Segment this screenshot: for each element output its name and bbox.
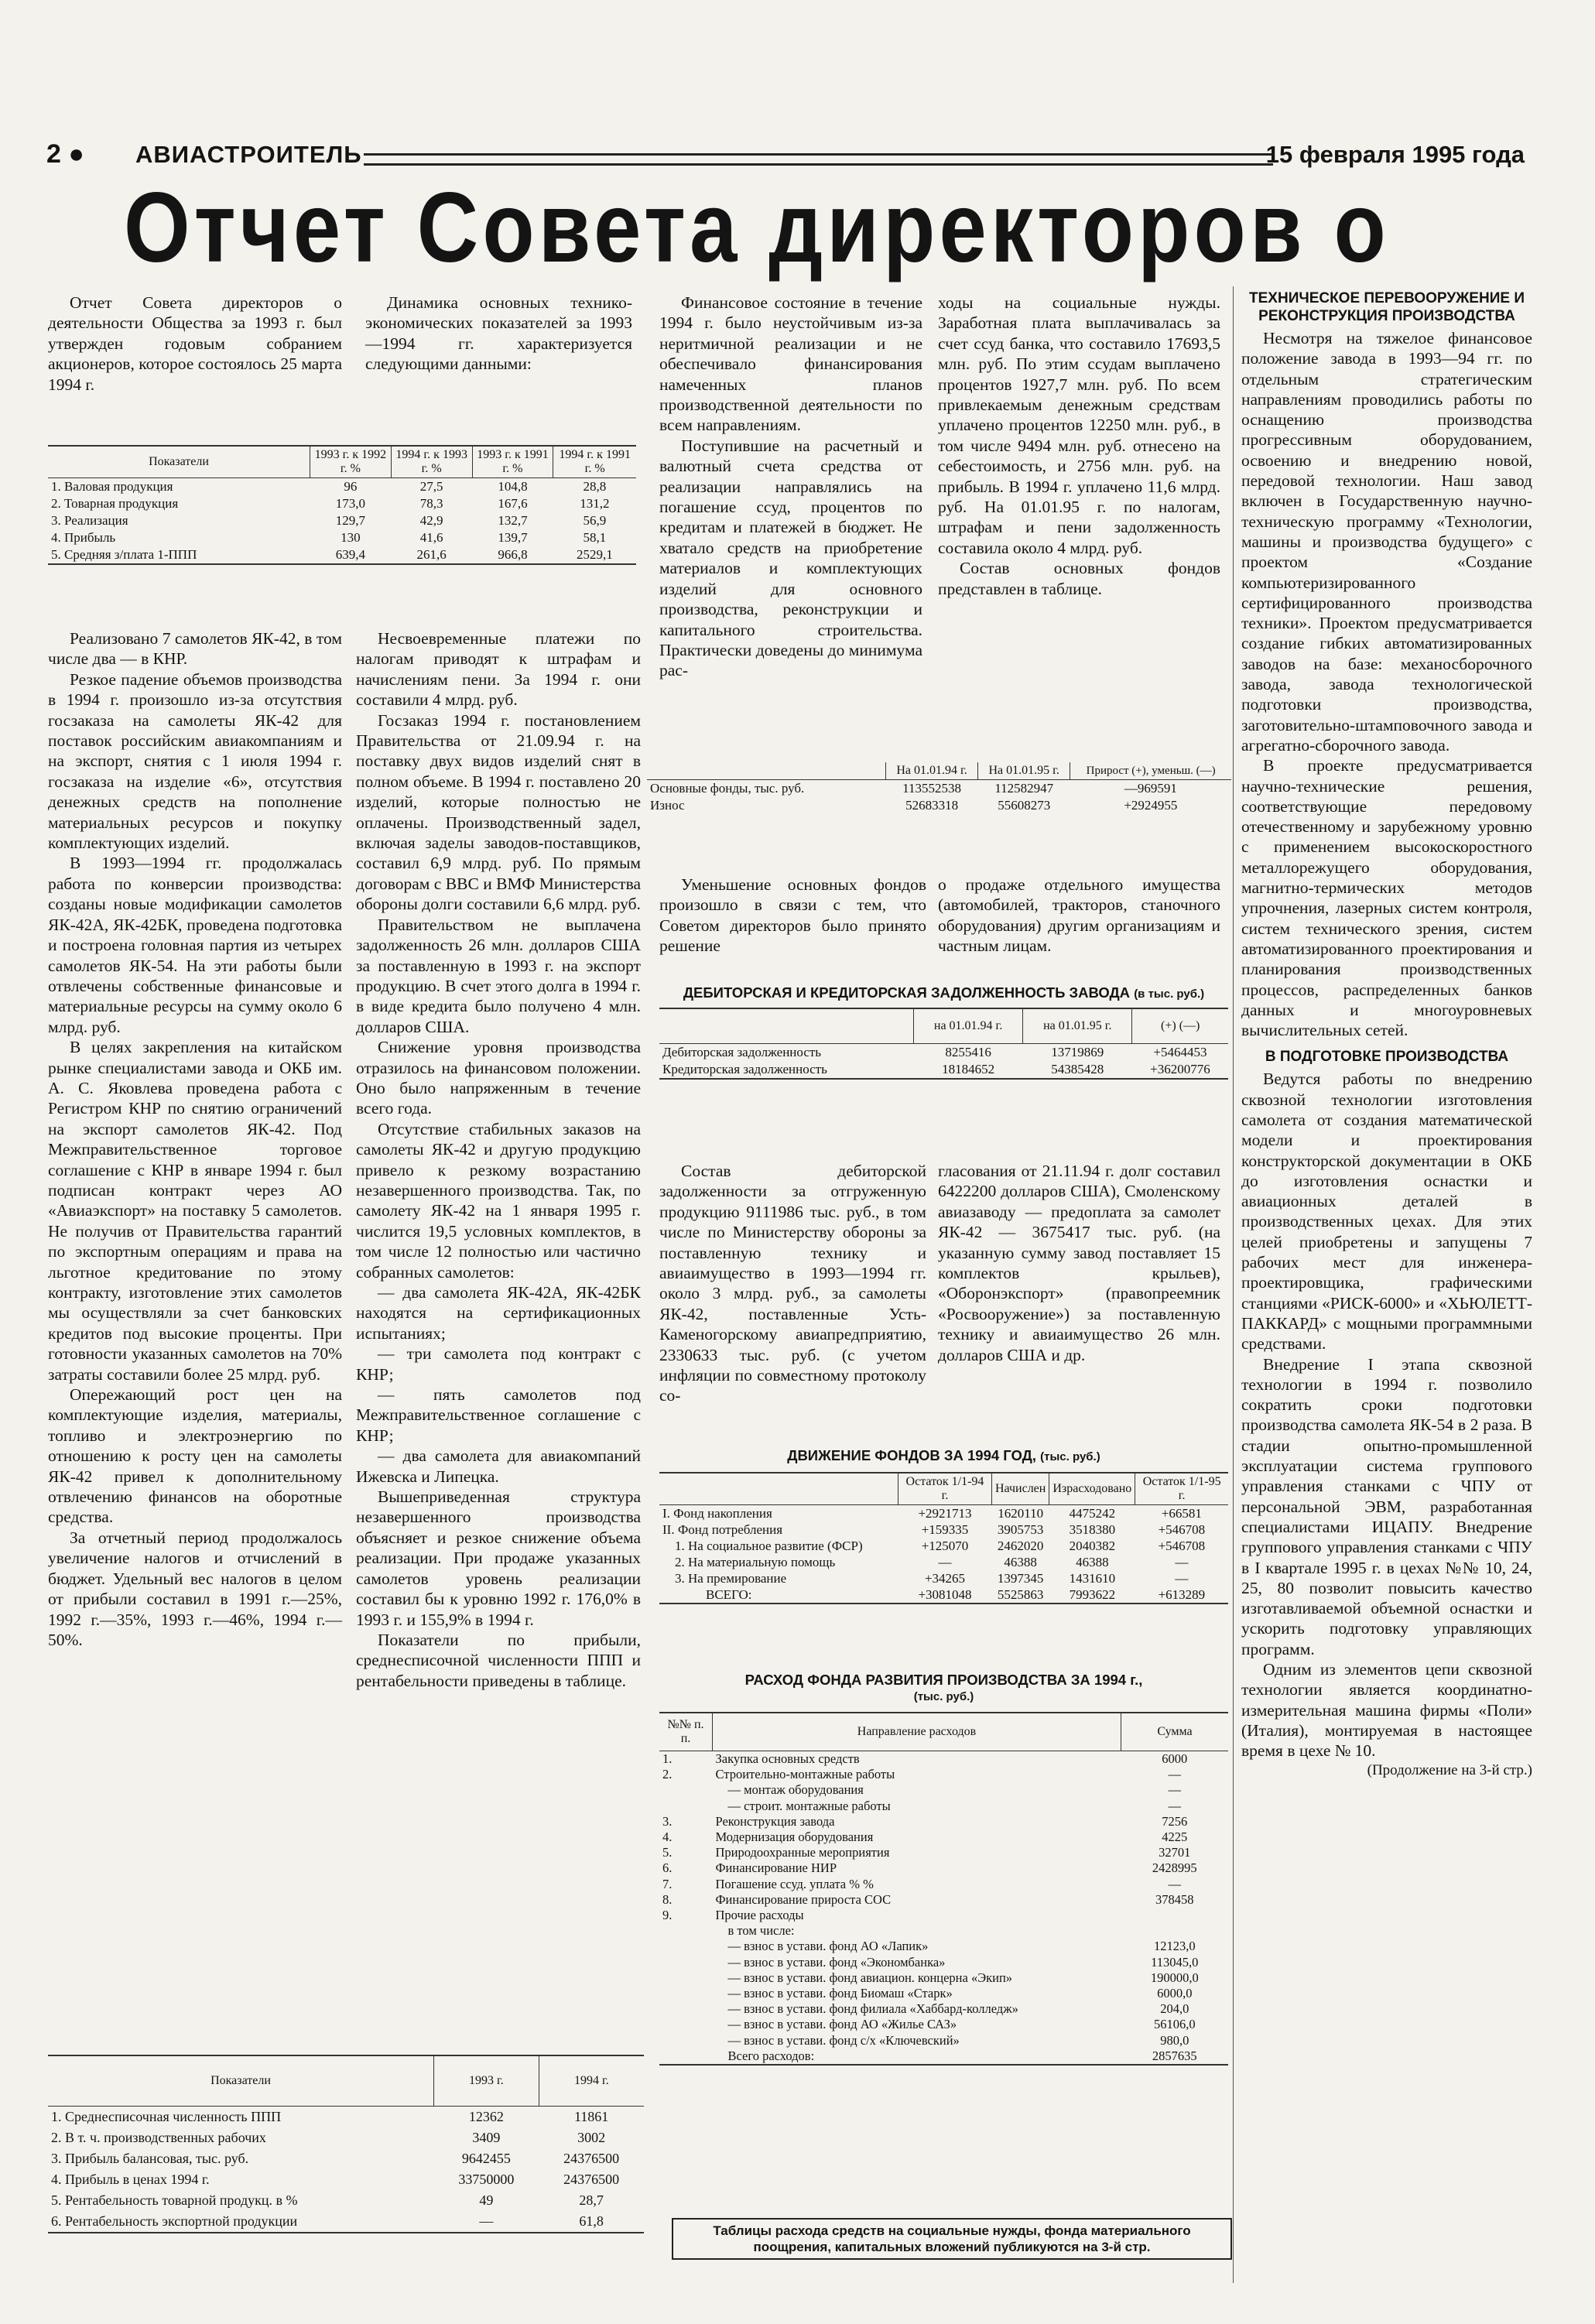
expense-direction: Финансирование НИР bbox=[715, 1860, 837, 1876]
row-number bbox=[659, 2033, 713, 2048]
paragraph: Резкое падение объемов производства в 1994 г. произошло из-за отсутствия госзаказа на самолеты ЯК-42 для поставок российским авиакомпаниям и на экспорт, снятия с 1 июля 1994 г. госзаказа на изделие «6», отсутствия денежных средств на пополнение материальных ресурсов и покупку комплектующих изделий. bbox=[48, 669, 342, 853]
table-row bbox=[659, 1923, 1228, 1939]
column-4-mid bbox=[938, 874, 1220, 957]
table-row bbox=[659, 1845, 1228, 1860]
expense-amount: 6000 bbox=[1162, 1751, 1188, 1766]
table-row bbox=[659, 1955, 1228, 1970]
debt-table bbox=[659, 1008, 1228, 1080]
expense-direction: Строительно-монтажные работы bbox=[715, 1767, 895, 1782]
row-number bbox=[659, 2048, 713, 2065]
debt-table-block bbox=[659, 984, 1228, 1080]
row-number bbox=[659, 2017, 713, 2032]
table-row bbox=[659, 1986, 1228, 2001]
paragraph: Снижение уровня производства отразилось на финансовом положении. Оно было напряженным в течение всего года. bbox=[356, 1038, 641, 1118]
col-header: Начислен bbox=[991, 1473, 1049, 1505]
expense-amount: 190000,0 bbox=[1150, 1970, 1199, 1985]
row-number: 3. bbox=[662, 1813, 673, 1829]
table-row: 1. Среднесписочная численность ППП 12362 11861 bbox=[51, 2109, 609, 2124]
paragraph: Правительством не выплачена задолженность 26 млн. долларов США за поставленную в 1993 г. на экспорт продукцию. В счет этого долга в 1994 г. в виде кредита было получено 4 млн. долларов США. bbox=[356, 915, 641, 1036]
expense-amount: — bbox=[1168, 1798, 1181, 1813]
expense-amount: — bbox=[1168, 1767, 1181, 1782]
paragraph: Уменьшение основных фондов произошло в связи с тем, что Советом директоров было принято решение bbox=[659, 875, 926, 956]
col-header: Остаток 1/1-94 г. bbox=[898, 1473, 992, 1505]
col-header: Израсходовано bbox=[1049, 1473, 1135, 1505]
column-3-mid bbox=[659, 874, 926, 957]
table-row: ВСЕГО: +3081048 5525863 7993622 +613289 bbox=[706, 1587, 1206, 1602]
col-header: Прирост (+), уменьш. (—) bbox=[1070, 762, 1231, 780]
expense-direction: — взнос в устави. фонд с/х «Ключевский» bbox=[727, 2032, 960, 2048]
fund-movement-block bbox=[659, 1447, 1228, 1604]
table-row: 4. Прибыль в ценах 1994 г. 33750000 24376500 bbox=[51, 2172, 620, 2187]
expense-amount bbox=[1121, 1923, 1229, 1939]
col-header: На 01.01.95 г. bbox=[978, 762, 1070, 780]
col-header: на 01.01.95 г. bbox=[1023, 1008, 1132, 1044]
expense-direction: Прочие расходы bbox=[715, 1908, 804, 1923]
headline: Отчет Совета директоров о bbox=[124, 173, 1390, 283]
paragraph: В 1993—1994 гг. продолжалась работа по конверсии производства: созданы новые модификации самолетов ЯК-42А, ЯК-42БК, проведена подготовка и построена головная партия из четырех самолетов ЯК-54. На эти работы были отвлечены собственные финансовые и материальные ресурсы на сумму около 6 млрд. руб. bbox=[48, 854, 342, 1036]
table-row: 3. На премирование +34265 1397345 1431610 — bbox=[675, 1571, 1189, 1586]
table-row: 2. В т. ч. производственных рабочих 3409 3002 bbox=[51, 2130, 606, 2145]
column-5 bbox=[1241, 286, 1532, 1782]
expense-direction: Закупка основных средств bbox=[715, 1751, 860, 1766]
paragraph: Отсутствие стабильных заказов на самолеты ЯК-42 и другую продукцию привело к резкому возрастанию незавершенного производства. Так, по самолету ЯК-42 на 1 января 1995 г. числится 19,5 условных комплектов, в том числе 12 полностью или частично собранных самолетов: bbox=[356, 1119, 641, 1282]
expense-direction: в том числе: bbox=[727, 1923, 795, 1939]
expense-direction: — взнос в устави. фонд «Экономбанка» bbox=[727, 1954, 946, 1970]
expense-amount: 4225 bbox=[1162, 1829, 1188, 1845]
column-3-bottom bbox=[659, 1161, 926, 1406]
indicators-table bbox=[48, 445, 636, 565]
paragraph: Динамика основных технико-экономических показателей за 1993—1994 гг. характеризуется следующими данными: bbox=[365, 293, 632, 374]
col-header: Показатели bbox=[210, 2074, 271, 2087]
col-header: 1994 г. bbox=[539, 2055, 644, 2107]
paragraph: Опережающий рост цен на комплектующие изделия, материалы, топливо и электроэнергию по отношению к росту цен на самолеты ЯК-42 привел к дополнительному отвлечению финансов на оборотные средства. bbox=[48, 1385, 342, 1527]
expense-amount: 56106,0 bbox=[1153, 2017, 1196, 2032]
expenses-block bbox=[659, 1672, 1228, 2066]
expense-direction: Погашение ссуд. уплата % % bbox=[715, 1876, 874, 1891]
row-number bbox=[659, 2001, 713, 2017]
table-row: 6. Рентабельность экспортной продукции — 61,8 bbox=[51, 2213, 604, 2229]
paragraph: Финансовое состояние в течение 1994 г. было неустойчивым из-за неритмичной реализации и не обеспечивало финансирования намеченных планов производственной деятельности по всем направлениям. bbox=[659, 293, 922, 435]
expense-amount: 204,0 bbox=[1160, 2001, 1189, 2017]
expense-amount: 2857635 bbox=[1152, 2048, 1197, 2063]
paragraph: гласования от 21.11.94 г. долг составил 6422200 долларов США), Смоленскому авиазаводу — предоплата за самолет ЯК-42 — 3675417 тыс. руб. (на указанную сумму завод поставляет 15 комплектов крыльев), «Оборонэкспорт» (правопреемник «Росвооружение») за поставленную технику и авиаимущество 26 млн. долларов США и др. bbox=[938, 1162, 1220, 1364]
paragraph: В проекте предусматривается научно-технические решения, соответствующие передовому отечественному и зарубежному уровню с применением высокоскоростного металлорежущего оборудования, магнитно-термических методов упрочнения, лазерных систем контроля, систем технического зрения, систем автоматизированного проектирования и планирования производственных процессов, распределенных банков данных и многоуровневых вычислительных сетей. bbox=[1241, 756, 1532, 1040]
table-row: 2. Товарная продукция 173,0 78,3 167,6 131,2 bbox=[51, 496, 610, 511]
col-header bbox=[659, 1473, 898, 1505]
fund-movement-title: ДВИЖЕНИЕ ФОНДОВ ЗА 1994 ГОД, (тыс. руб.) bbox=[787, 1447, 1100, 1463]
col-header: 1993 г. bbox=[434, 2055, 539, 2107]
row-number: 1. bbox=[662, 1751, 673, 1766]
table-row bbox=[659, 1767, 1228, 1782]
table-row: Основные фонды, тыс. руб. 113552538 112582947 —969591 bbox=[650, 781, 1177, 796]
table-row: 3. Прибыль балансовая, тыс. руб. 9642455 24376500 bbox=[51, 2151, 620, 2166]
paragraph: Вышеприведенная структура незавершенного производства объясняет и резкое снижение объема реализации. При продаже указанных самолетов уровень реализации составил бы к уровню 1992 г. 176,0% в 1993 г. и 155,9% в 1994 г. bbox=[356, 1487, 641, 1629]
table-row bbox=[659, 1799, 1228, 1814]
col-header: (+) (—) bbox=[1132, 1008, 1228, 1044]
table-row: 5. Рентабельность товарной продукц. в % 49 28,7 bbox=[51, 2192, 604, 2208]
expense-amount: 980,0 bbox=[1160, 2032, 1189, 2048]
fund-movement-table bbox=[659, 1472, 1228, 1604]
table-row bbox=[659, 2033, 1228, 2048]
col-header: Остаток 1/1-95 г. bbox=[1135, 1473, 1228, 1505]
row-number: 5. bbox=[662, 1845, 673, 1860]
row-number bbox=[659, 1970, 713, 1986]
row-number: 4. bbox=[662, 1829, 673, 1845]
expense-amount: 6000,0 bbox=[1157, 1986, 1193, 2001]
column-divider bbox=[1233, 286, 1234, 2283]
paragraph: — два самолета ЯК-42А, ЯК-42БК находятся на сертификационных испытаниях; bbox=[356, 1283, 641, 1343]
expense-direction: Природоохранные мероприятия bbox=[715, 1845, 890, 1860]
row-number bbox=[659, 1782, 713, 1798]
col-header bbox=[647, 762, 886, 780]
column-4-top bbox=[938, 293, 1220, 599]
col-header: 1994 г. к 1991 г. % bbox=[553, 446, 636, 478]
col-header: Направление расходов bbox=[713, 1713, 1121, 1751]
paragraph: о продаже отдельного имущества (автомобилей, тракторов, станочного оборудования) другим организациям и частным лицам. bbox=[938, 875, 1220, 956]
col-header: Показатели bbox=[149, 455, 209, 468]
col-header: на 01.01.94 г. bbox=[914, 1008, 1023, 1044]
table-row bbox=[659, 1877, 1228, 1892]
paragraph: Внедрение I этапа сквозной технологии в 1994 г. позволило сократить сроки подготовки производства самолета ЯК-54 в 2 раза. В стадии опытно-промышленной эксплуатации система группового управления станками с ЧПУ от персональной ЭВМ, разработанная специалистами ИЦАПУ. Внедрение группового управления станками с ЧПУ в I квартале 1995 г. в цехах №№ 10, 24, 25, 80 позволит повысить качество изготавливаемой объемной оснастки и ускорить подготовку управляющих программ. bbox=[1241, 1354, 1532, 1658]
col-header: Сумма bbox=[1121, 1713, 1229, 1751]
page-number: 2 ● bbox=[46, 139, 84, 169]
table-row bbox=[659, 2001, 1228, 2017]
expense-amount: — bbox=[1168, 1876, 1181, 1891]
table-row bbox=[659, 1970, 1228, 1986]
table-row bbox=[659, 1892, 1228, 1908]
expense-direction: Финансирование прироста СОС bbox=[715, 1891, 892, 1907]
table-row bbox=[659, 1751, 1228, 1768]
paragraph: ходы на социальные нужды. Заработная плата выплачивалась за счет ссуд банка, что составило 17693,5 млн. руб. По этим ссудам выплачено процентов 1927,7 млн. руб. По всем привлекаемым денежным средствам уплачено процентов 12250 млн. руб., в том числе 9494 млн. руб. отнесено на себестоимость, и 2756 млн. руб. на прибыль. В 1994 г. уплачено 11,6 млрд. руб. На 01.01.95 г. по налогам, штрафам и пени задолженность составила около 4 млрд. руб. bbox=[938, 293, 1220, 557]
expense-amount: 32701 bbox=[1159, 1845, 1191, 1860]
paragraph: — два самолета для авиакомпаний Ижевска и Липецка. bbox=[356, 1446, 641, 1486]
col-header bbox=[659, 1008, 914, 1044]
row-number: 9. bbox=[662, 1908, 673, 1923]
row-number: 2. bbox=[662, 1767, 673, 1782]
table-row: 5. Средняя з/плата 1-ППП 639,4 261,6 966,8 2529,1 bbox=[51, 547, 613, 562]
table-row bbox=[659, 1939, 1228, 1954]
paragraph: В целях закрепления на китайском рынке специалистами завода и ОКБ им. А. С. Яковлева проведена работа с Регистром КНР по снятию ограничений на экспорт самолетов ЯК-42. Под Межправительственное торговое соглашение с КНР в январе 1994 г. был подписан контракт через АО «Авиаэкспорт» на поставку 5 самолетов. Не получив от Правительства гарантий по экспортным операциям и права на льготное кредитование по этому контракту, изготовление этих самолетов мы осуществляли за счет банковских кредитов под высокие проценты. При готовности указанных самолетов на 70% затраты составили более 25 млрд. руб. bbox=[48, 1038, 342, 1384]
paragraph: — три самолета под контракт с КНР; bbox=[356, 1344, 641, 1384]
expense-amount: 12123,0 bbox=[1153, 1939, 1196, 1954]
paragraph: Несвоевременные платежи по налогам приводят к штрафам и начислениям пени. За 1994 г. они составили 4 млрд. руб. bbox=[356, 629, 641, 710]
paragraph: Поступившие на расчетный и валютный счета средства от реализации направлялись на погашение ссуд, процентов по кредитам и платежей в бюджет. Не хватало средств на приобретение материалов и комплектующих изделий для основного производства, реконструкции и капитального строительства. Практически доведены до минимума рас- bbox=[659, 436, 922, 680]
publication-name: АВИАСТРОИТЕЛЬ bbox=[135, 141, 362, 168]
section-heading: В ПОДГОТОВКЕ ПРОИЗВОДСТВА bbox=[1265, 1049, 1509, 1066]
paragraph: Отчет Совета директоров о деятельности Общества за 1993 г. был утвержден годовым собранием акционеров, которое состоялось 25 марта 1994 г. bbox=[48, 293, 342, 394]
expenses-subtitle: (тыс. руб.) bbox=[913, 1690, 974, 1703]
table-row: Дебиторская задолженность 8255416 13719869 +5464453 bbox=[662, 1045, 1207, 1059]
table-row: 3. Реализация 129,7 42,9 132,7 56,9 bbox=[51, 513, 607, 528]
row-number: 6. bbox=[662, 1860, 673, 1876]
expense-amount bbox=[1121, 1908, 1229, 1923]
column-4-bottom bbox=[938, 1161, 1220, 1365]
expense-amount: 113045,0 bbox=[1151, 1954, 1199, 1970]
expense-direction: — взнос в устави. фонд авиацион. концерна «Экип» bbox=[727, 1970, 1013, 1985]
col-header: 1994 г. к 1993 г. % bbox=[391, 446, 472, 478]
table-row bbox=[659, 1908, 1228, 1923]
expense-direction: — монтаж оборудования bbox=[727, 1782, 864, 1798]
profit-table bbox=[48, 2055, 644, 2233]
table-row bbox=[659, 2017, 1228, 2032]
expense-direction: — строит. монтажные работы bbox=[727, 1798, 891, 1813]
expenses-title: РАСХОД ФОНДА РАЗВИТИЯ ПРОИЗВОДСТВА ЗА 1994 г., bbox=[744, 1672, 1143, 1688]
paragraph: Госзаказ 1994 г. постановлением Правительства от 21.09.94 г. на поставку двух видов изделий снят в полном объеме. В 1994 г. поставлено 20 изделий, которые полностью не оплачены. Производственный задел, включая заделы заводов-поставщиков, составил 6,9 млрд. руб. По прямым договорам с ВВС и ВМФ Министерства обороны долги составили 6,6 млрд. руб. bbox=[356, 710, 641, 914]
expense-direction: Всего расходов: bbox=[727, 2048, 815, 2063]
paragraph: Состав дебиторской задолженности за отгруженную продукцию 9111986 тыс. руб., в том числе по Министерству обороны за поставленную технику и авиаимущество в 1993—1994 гг. около 3 млрд. руб., за самолеты ЯК-42, поставленные Усть-Каменогорскому авиапредприятию, 2330633 тыс. руб. (с учетом инфляции по совместному протоколу со- bbox=[659, 1162, 926, 1405]
paragraph: — пять самолетов под Межправительственное соглашение с КНР; bbox=[356, 1385, 641, 1445]
expense-direction: Модернизация оборудования bbox=[715, 1829, 874, 1845]
expense-direction: — взнос в устави. фонд АО «Лапик» bbox=[727, 1939, 929, 1954]
paragraph: Показатели по прибыли, среднесписочной численности ППП и рентабельности приведены в таблице. bbox=[356, 1630, 641, 1690]
row-number: 8. bbox=[662, 1891, 673, 1907]
table-row bbox=[659, 1782, 1228, 1798]
table-row bbox=[659, 2048, 1228, 2065]
expense-direction: Реконструкция завода bbox=[715, 1813, 835, 1829]
expense-direction: — взнос в устави. фонд филиала «Хаббард-колледж» bbox=[727, 2001, 1018, 2017]
section-heading: ТЕХНИЧЕСКОЕ ПЕРЕВООРУЖЕНИЕ И РЕКОНСТРУКЦИЯ ПРОИЗВОДСТВА bbox=[1249, 290, 1525, 324]
row-number bbox=[659, 1955, 713, 1970]
fixed-assets-table bbox=[647, 762, 1231, 814]
issue-date: 15 февраля 1995 года bbox=[1265, 141, 1525, 168]
table-row bbox=[659, 1814, 1228, 1829]
table-row: 1. Валовая продукция 96 27,5 104,8 28,8 bbox=[51, 479, 607, 494]
column-2-intro bbox=[365, 293, 632, 375]
paragraph: Реализовано 7 самолетов ЯК-42, в том числе два — в КНР. bbox=[48, 629, 342, 669]
table-row: 4. Прибыль 130 41,6 139,7 58,1 bbox=[51, 530, 607, 545]
table-row: Износ 52683318 55608273 +2924955 bbox=[650, 798, 1178, 813]
expenses-table bbox=[659, 1712, 1228, 2066]
row-number bbox=[659, 1939, 713, 1954]
paragraph: Одним из элементов цепи сквозной технологии является координатно-измерительная машина фирмы «Поли» (Италия), монтируемая в настоящее время в цехе № 10. bbox=[1241, 1660, 1532, 1761]
table-row: Кредиторская задолженность 18184652 54385428 +36200776 bbox=[662, 1062, 1210, 1076]
column-1-body bbox=[48, 628, 342, 1650]
expense-direction: — взнос в устави. фонд АО «Жилье САЗ» bbox=[727, 2017, 957, 2032]
row-number bbox=[659, 1986, 713, 2001]
row-number bbox=[659, 1799, 713, 1814]
paragraph: Состав основных фондов представлен в таблице. bbox=[938, 559, 1220, 598]
row-number: 7. bbox=[662, 1876, 673, 1891]
table-row bbox=[659, 1860, 1228, 1876]
table-row: 1. На социальное развитие (ФСР) +125070 2462020 2040382 +546708 bbox=[675, 1538, 1206, 1553]
col-header: 1993 г. к 1992 г. % bbox=[310, 446, 392, 478]
col-header: №№ п. п. bbox=[667, 1718, 704, 1745]
expense-amount: 378458 bbox=[1155, 1891, 1194, 1907]
expense-amount: 7256 bbox=[1162, 1813, 1188, 1829]
expense-amount: 2428995 bbox=[1152, 1860, 1197, 1876]
column-2-body bbox=[356, 628, 641, 1691]
publication-note: Таблицы расхода средств на социальные нужды, фонда материального поощрения, капитальных вложений публикуются на 3-й стр. bbox=[672, 2218, 1232, 2260]
table-row: I. Фонд накопления +2921713 1620110 4475242 +66581 bbox=[662, 1506, 1202, 1521]
col-header: 1993 г. к 1991 г. % bbox=[472, 446, 553, 478]
column-1 bbox=[48, 293, 342, 395]
expense-direction: — взнос в устави. фонд Биомаш «Старк» bbox=[727, 1986, 953, 2001]
paragraph: Ведутся работы по внедрению сквозной технологии изготовления самолета от создания математической модели и проектирования конструкторской документации в ОКБ до изготовления оснастки и авиационных деталей в производственных цехах. Для этих целей приобретены и запущены 7 рабочих мест для инженера-проектировщика, графическими станциями «РИСК-6000» и «ХЬЮЛЕТТ-ПАККАРД» с мощными программными средствами. bbox=[1241, 1070, 1532, 1354]
continuation-note: (Продолжение на 3-й стр.) bbox=[1367, 1762, 1532, 1779]
column-3-top bbox=[659, 293, 922, 681]
table-row: 2. На материальную помощь — 46388 46388 — bbox=[675, 1555, 1189, 1569]
header-rule bbox=[364, 153, 1273, 166]
expense-amount: — bbox=[1168, 1782, 1181, 1798]
debt-table-title: ДЕБИТОРСКАЯ И КРЕДИТОРСКАЯ ЗАДОЛЖЕННОСТЬ ЗАВОДА (в тыс. руб.) bbox=[683, 984, 1205, 1001]
col-header: На 01.01.94 г. bbox=[886, 762, 978, 780]
paragraph: За отчетный период продолжалось увеличение налогов и отчислений в бюджет. Удельный вес налогов в целом от прибыли составил в 1991 г.—25%, 1992 г.—35%, 1993 г.—46%, 1994 г.—50%. bbox=[48, 1528, 342, 1649]
table-row: II. Фонд потребления +159335 3905753 3518380 +546708 bbox=[662, 1522, 1206, 1537]
table-row bbox=[659, 1829, 1228, 1845]
row-number bbox=[659, 1923, 713, 1939]
paragraph: Несмотря на тяжелое финансовое положение завода в 1993—94 гг. по отдельным стратегическим направлениям проводились работы по оснащению производства прогрессивным оборудованием, освоению и внедрению новой, передовой технологии. Наш завод включен в Государственную научно-техническую программу «Технологии, машины и производства будущего» с проектом «Создание компьютеризированного сертифицированного производства техники». Проектом предусматривается создание гибких автоматизированных заводов на базе: механосборочного завода, завода технологической подготовки производства, заготовительно-штамповочного завода и агрегатно-сборочного завода. bbox=[1241, 329, 1532, 755]
